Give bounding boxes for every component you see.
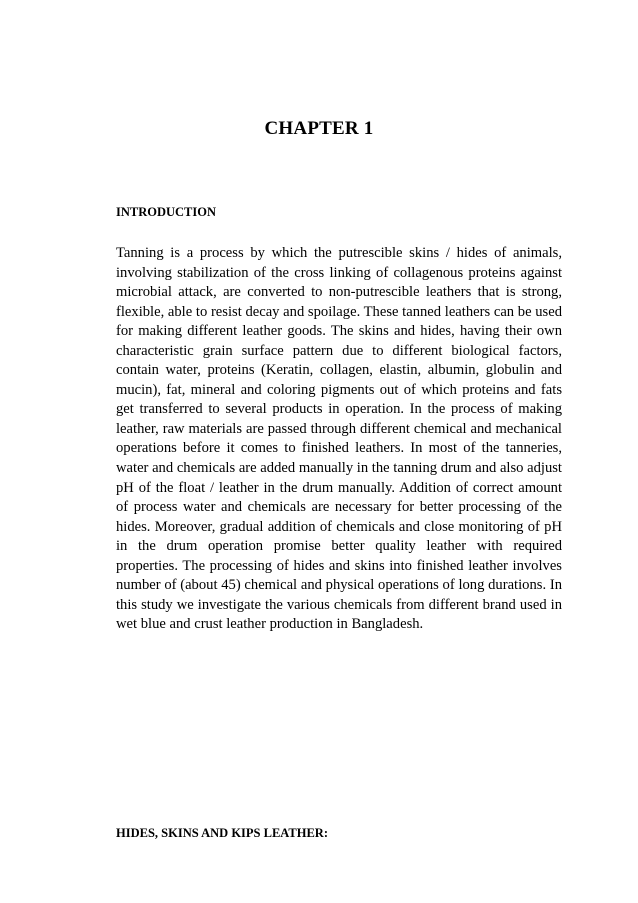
introduction-paragraph: Tanning is a process by which the putrescible skins / hides of animals, involving stabilization of the cross linking of collagenous proteins against microbial attack, are converted to non-putrescible leathers that is strong, flexible, able to resist decay and spoilage. These tanned leathers can be used for making different leather goods. The skins and hides, having their own characteristic grain surface pattern due to different biological factors, contain water, proteins (Keratin, collagen, elastin, albumin, globulin and mucin), fat, mineral and coloring pigments out of which proteins and fats get transferred to several products in operation. In the process of making leather, raw materials are passed through different chemical and mechanical operations before it comes to finished leathers. In most of the tanneries, water and chemicals are added manually in the tanning drum and also adjust pH of the float / leather in the drum manually. Addition of correct amount of process water and chemicals are necessary for better processing of the hides. Moreover, gradual addition of chemicals and close monitoring of pH in the drum operation promise better quality leather with required properties. The processing of hides and skins into finished leather involves number of (about 45) chemical and physical operations of long durations. In this study we investigate the various chemicals from different brand used in wet blue and crust leather production in Bangladesh.	[116, 245, 562, 633]
chapter-title: CHAPTER 1	[264, 118, 374, 139]
introduction-heading: INTRODUCTION	[116, 205, 217, 219]
hides-skins-kips-heading: HIDES, SKINS AND KIPS LEATHER:	[116, 826, 328, 840]
